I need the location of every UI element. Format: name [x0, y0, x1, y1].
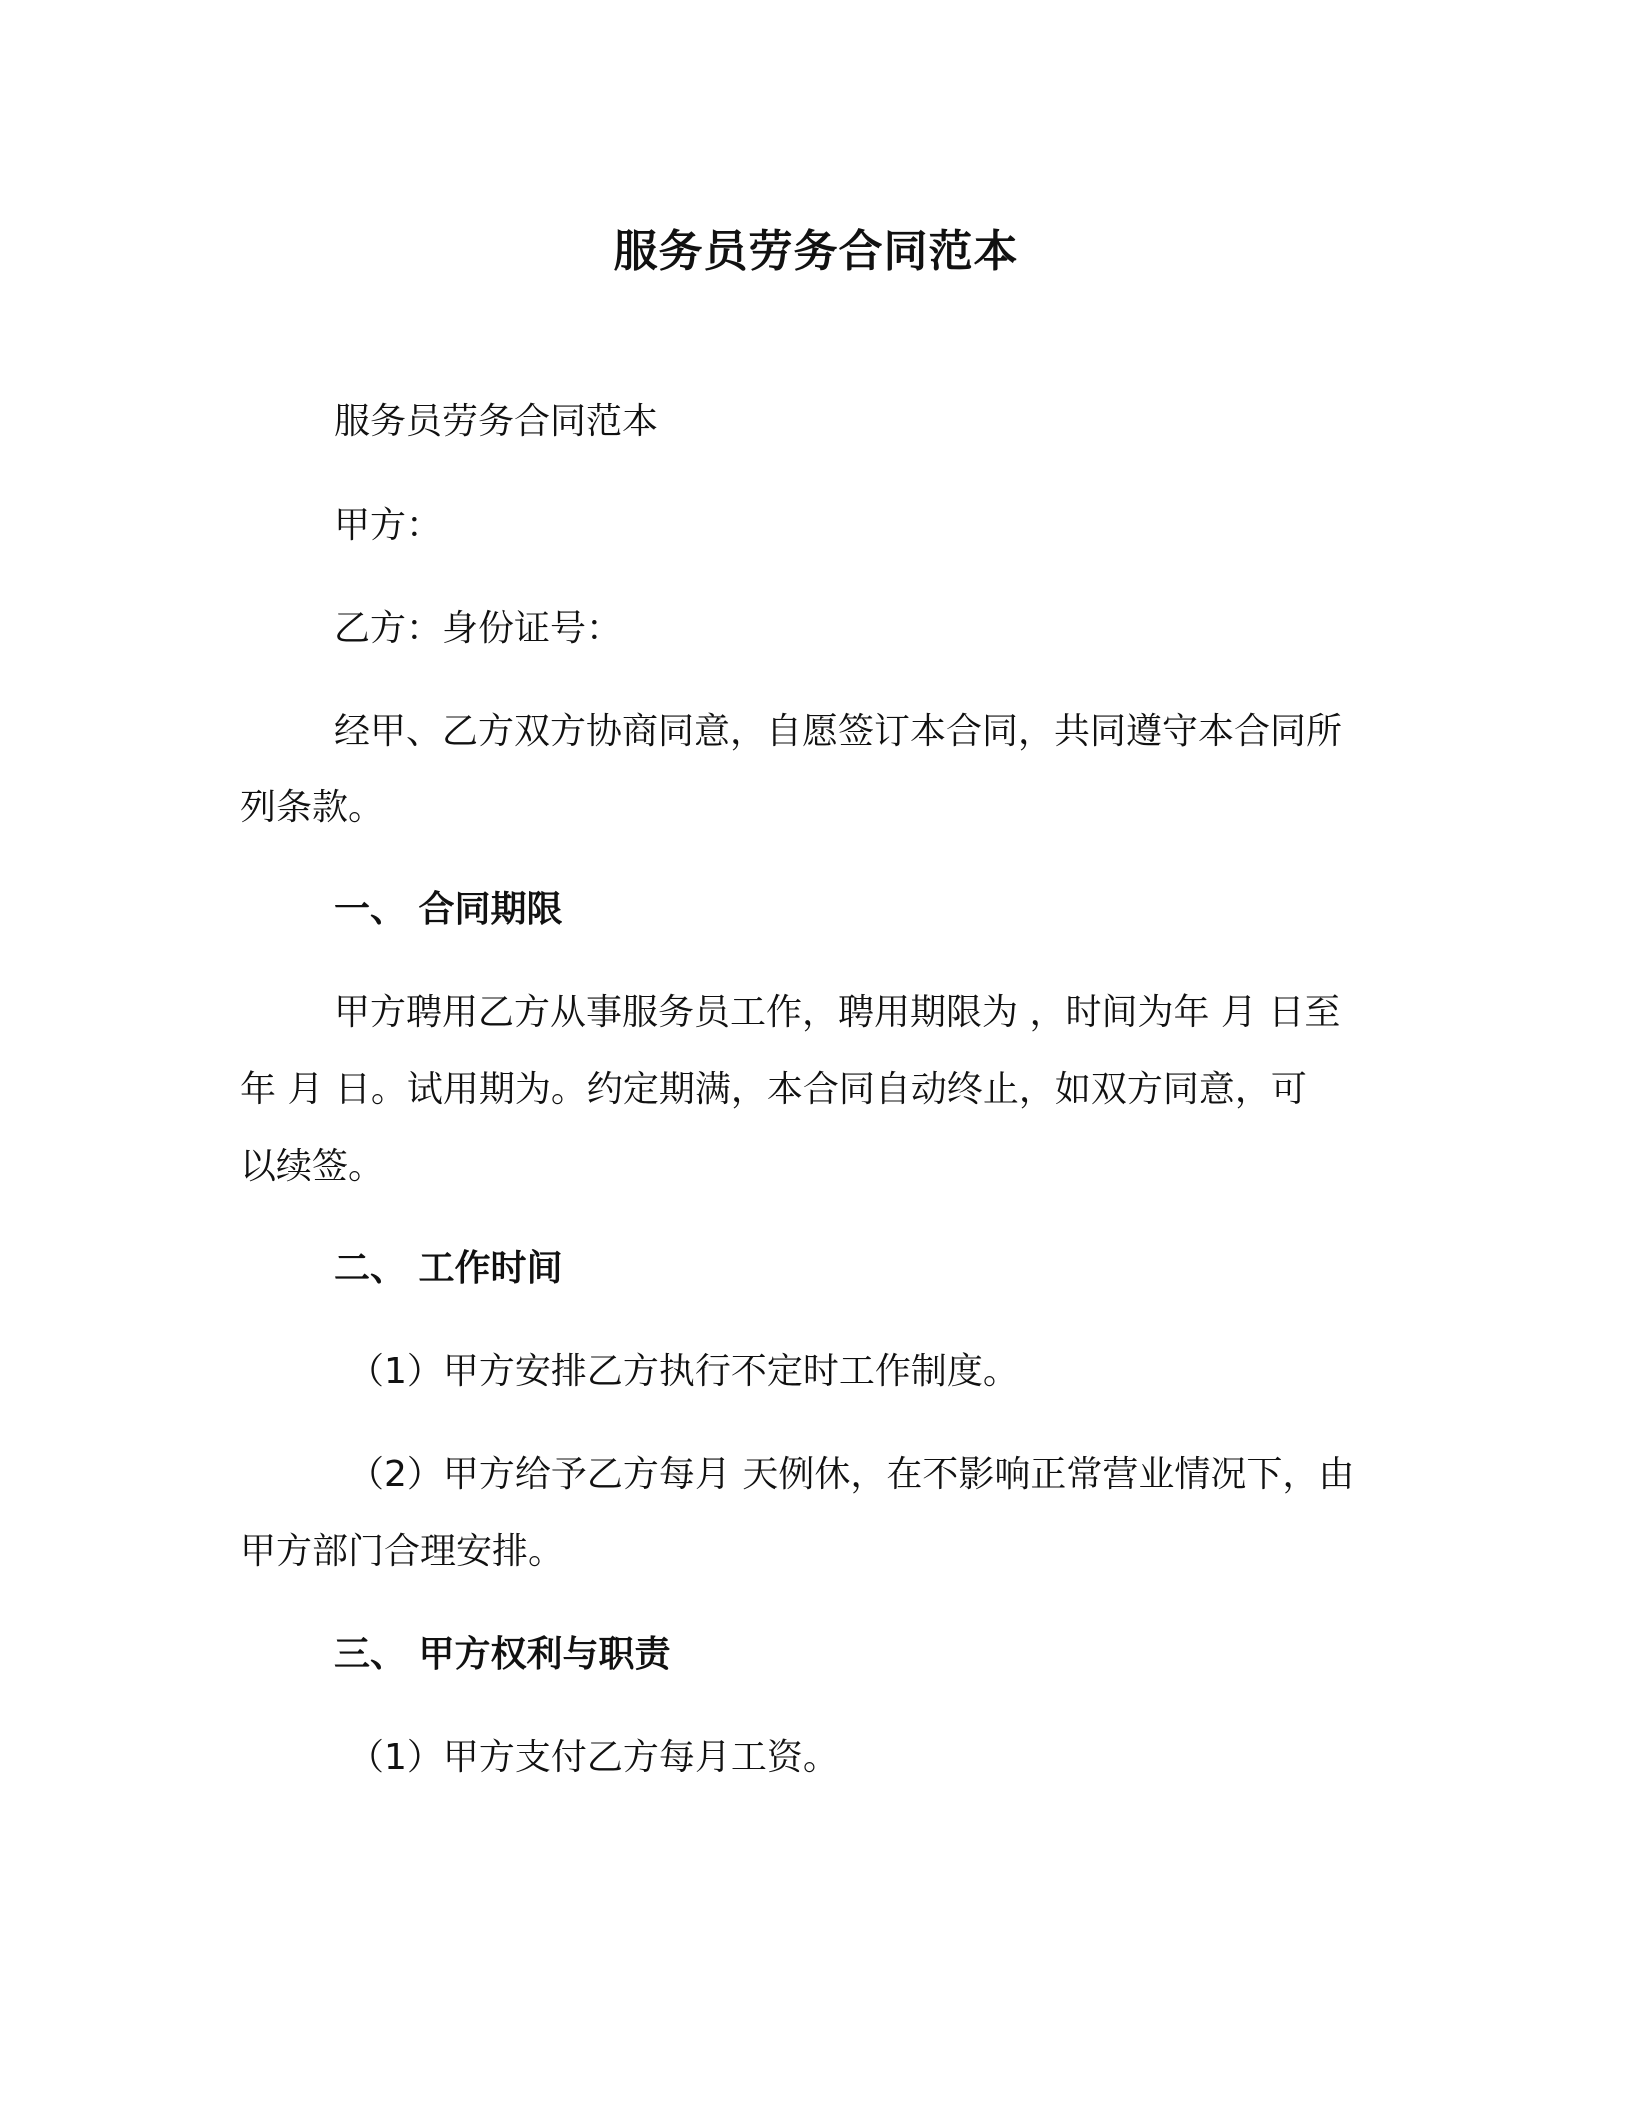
document-title: 服务员劳务合同范本	[613, 226, 1019, 277]
contract-term-paragraph-line-3: 以续签。	[240, 1146, 385, 1187]
contract-term-paragraph-line-1: 甲方聘用乙方从事服务员工作，聘用期限为 ，时间为年 月 日至	[334, 992, 1341, 1033]
party-b-line: 乙方：身份证号：	[334, 608, 623, 649]
party-a-line: 甲方：	[334, 505, 443, 546]
section-heading-party-a-rights: 三、 甲方权利与职责	[334, 1634, 671, 1675]
contract-term-paragraph-line-2: 年 月 日。试用期为。约定期满，本合同自动终止，如双方同意，可	[240, 1069, 1307, 1110]
working-hours-item-2-line-1: （2）甲方给予乙方每月 天例休，在不影响正常营业情况下，由	[348, 1454, 1355, 1495]
party-a-rights-item-1: （1）甲方支付乙方每月工资。	[348, 1737, 839, 1778]
agreement-paragraph-line-1: 经甲、乙方双方协商同意，自愿签订本合同，共同遵守本合同所	[334, 711, 1343, 752]
working-hours-item-1: （1）甲方安排乙方执行不定时工作制度。	[348, 1351, 1019, 1392]
section-heading-contract-term: 一、 合同期限	[334, 889, 563, 930]
intro-title-line: 服务员劳务合同范本	[334, 401, 659, 442]
agreement-paragraph-line-2: 列条款。	[240, 787, 385, 828]
section-heading-working-hours: 二、 工作时间	[334, 1248, 563, 1289]
working-hours-item-2-line-2: 甲方部门合理安排。	[240, 1531, 565, 1572]
